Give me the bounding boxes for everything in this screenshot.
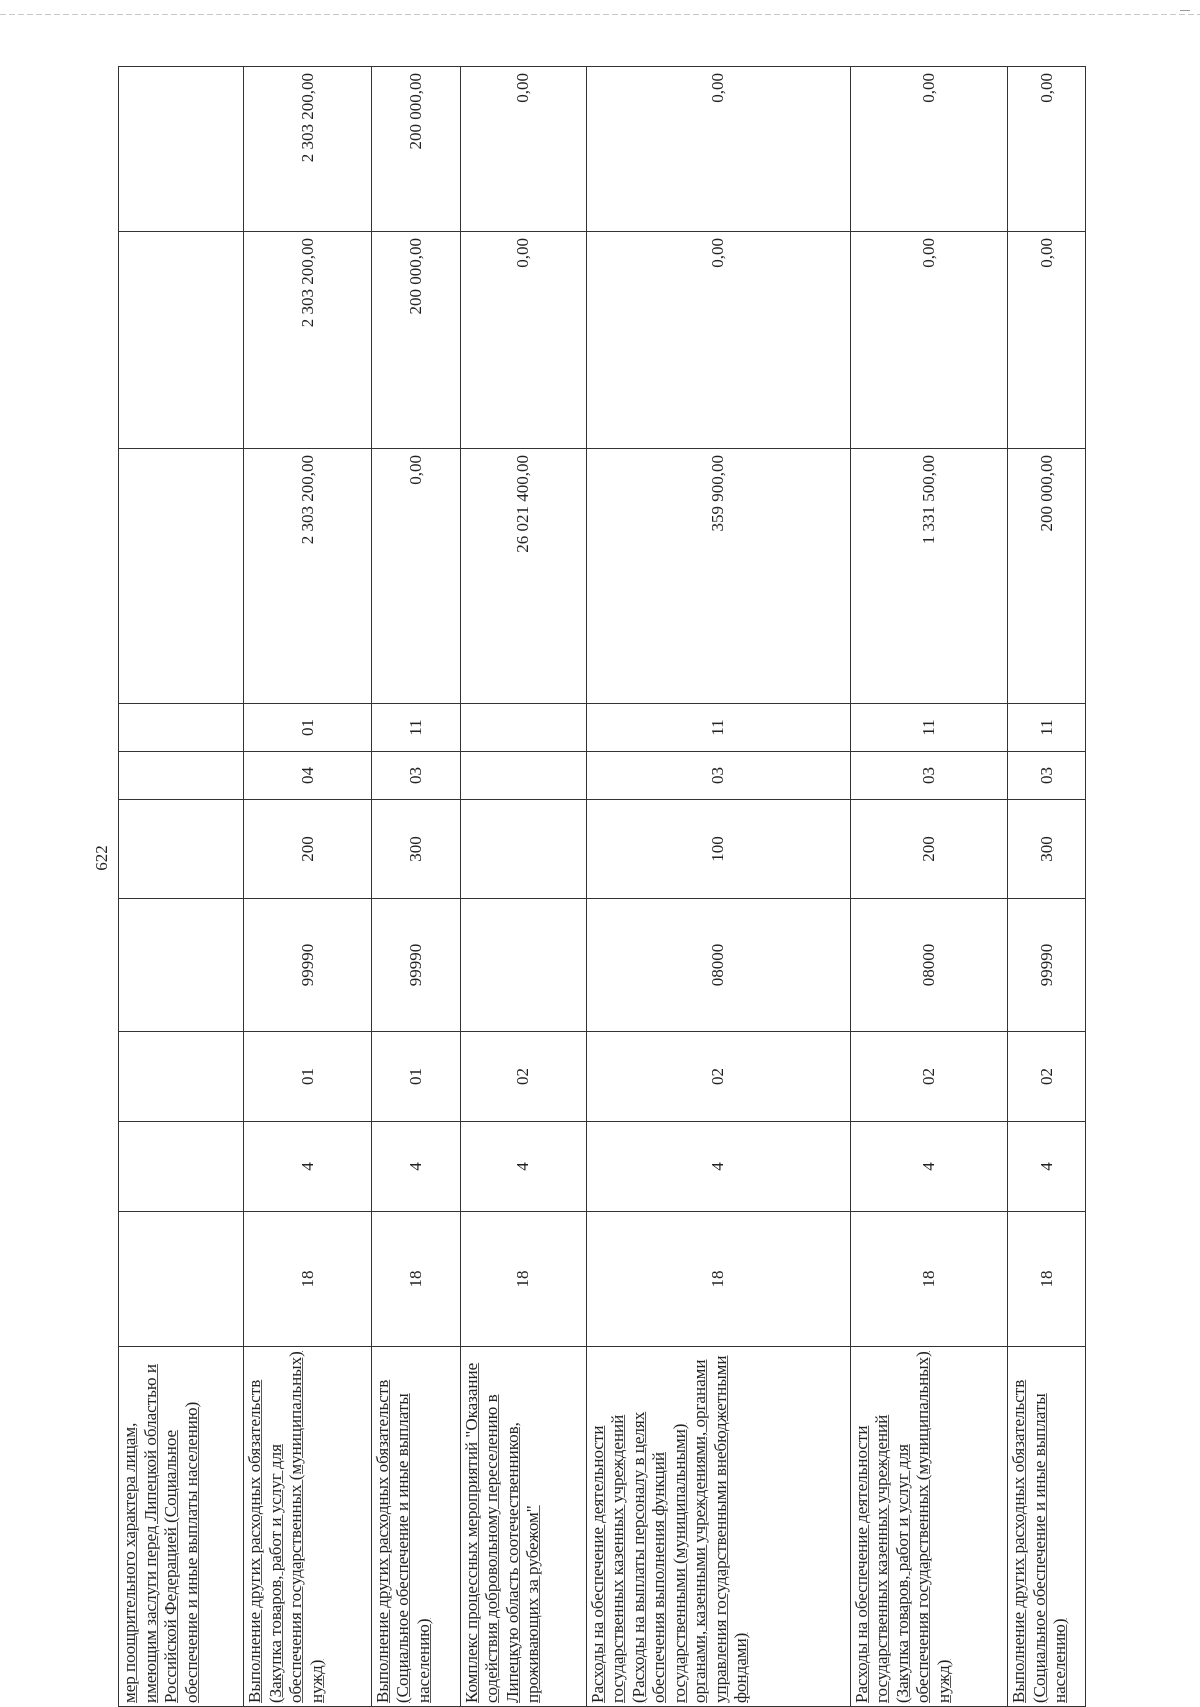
expense-type-cell: 100: [586, 800, 850, 899]
subsection-cell: [460, 704, 586, 752]
expense-type-cell: [460, 800, 586, 899]
amount-year3-cell: 0,00: [460, 67, 586, 232]
admin-code-cell: 18: [371, 1212, 460, 1347]
amount-year3-cell: 0,00: [586, 67, 850, 232]
subsection-cell: 01: [244, 704, 372, 752]
subprogram-code-cell: 01: [371, 1032, 460, 1122]
admin-code-cell: 18: [244, 1212, 372, 1347]
expense-type-cell: [119, 800, 244, 899]
admin-code-cell: 18: [1008, 1212, 1086, 1347]
amount-year3-cell: 0,00: [1008, 67, 1086, 232]
amount-year2-cell: 2 303 200,00: [244, 232, 372, 449]
section-cell: 03: [371, 752, 460, 800]
section-cell: 03: [850, 752, 1007, 800]
direction-code-cell: [460, 899, 586, 1032]
expense-type-cell: 200: [850, 800, 1007, 899]
table-body: [119, 67, 1086, 1707]
admin-code-cell: [119, 1212, 244, 1347]
scan-corner-mark: [1180, 10, 1190, 17]
table-row: [119, 67, 244, 1707]
amount-year1-cell: 1 331 500,00: [850, 449, 1007, 704]
subprogram-code-cell: 02: [1008, 1032, 1086, 1122]
amount-year3-cell: 0,00: [850, 67, 1007, 232]
amount-year2-cell: 0,00: [850, 232, 1007, 449]
row-description: Расходы на обеспечение деятельности государственных казенных учреждений (Закупка товаров, работ и услуг для обеспечения государственных (муниципальных) нужд): [850, 1347, 1007, 1707]
amount-year2-cell: 0,00: [460, 232, 586, 449]
program-code-cell: 4: [460, 1122, 586, 1212]
direction-code-cell: 99990: [1008, 899, 1086, 1032]
table-row: [1008, 67, 1086, 1707]
subprogram-code-cell: 01: [244, 1032, 372, 1122]
section-cell: 03: [1008, 752, 1086, 800]
row-description: Выполнение других расходных обязательств (Социальное обеспечение и иные выплаты населению): [371, 1347, 460, 1707]
section-cell: 03: [586, 752, 850, 800]
amount-year2-cell: 0,00: [1008, 232, 1086, 449]
subsection-cell: [119, 704, 244, 752]
section-cell: [460, 752, 586, 800]
table-row: [850, 67, 1007, 1707]
row-description: Выполнение других расходных обязательств (Социальное обеспечение и иные выплаты населению): [1008, 1347, 1086, 1707]
subsection-cell: 11: [586, 704, 850, 752]
page-number: 622: [92, 845, 111, 871]
table-row: [244, 67, 372, 1707]
direction-code-cell: 08000: [586, 899, 850, 1032]
subprogram-code-cell: 02: [850, 1032, 1007, 1122]
amount-year1-cell: 359 900,00: [586, 449, 850, 704]
expense-type-cell: 200: [244, 800, 372, 899]
program-code-cell: 4: [244, 1122, 372, 1212]
subprogram-code-cell: 02: [460, 1032, 586, 1122]
direction-code-cell: 99990: [244, 899, 372, 1032]
budget-table-rotated: [118, 67, 1086, 1707]
admin-code-cell: 18: [586, 1212, 850, 1347]
budget-table: [118, 66, 1086, 1707]
amount-year2-cell: [119, 232, 244, 449]
subprogram-code-cell: [119, 1032, 244, 1122]
direction-code-cell: 99990: [371, 899, 460, 1032]
table-row: [371, 67, 460, 1707]
direction-code-cell: [119, 899, 244, 1032]
expense-type-cell: 300: [1008, 800, 1086, 899]
program-code-cell: [119, 1122, 244, 1212]
row-description: Комплекс процессных мероприятий "Оказание содействия добровольному переселению в Липецкую область соотечественников, проживающих за рубежом": [460, 1347, 586, 1707]
amount-year1-cell: 26 021 400,00: [460, 449, 586, 704]
section-cell: 04: [244, 752, 372, 800]
row-description: Выполнение других расходных обязательств (Закупка товаров, работ и услуг для обеспечения государственных (муниципальных) нужд): [244, 1347, 372, 1707]
section-cell: [119, 752, 244, 800]
program-code-cell: 4: [586, 1122, 850, 1212]
subsection-cell: 11: [1008, 704, 1086, 752]
subsection-cell: 11: [371, 704, 460, 752]
amount-year1-cell: 0,00: [371, 449, 460, 704]
amount-year1-cell: 2 303 200,00: [244, 449, 372, 704]
scan-edge-line: [0, 14, 1200, 15]
program-code-cell: 4: [850, 1122, 1007, 1212]
table-row: [586, 67, 850, 1707]
direction-code-cell: 08000: [850, 899, 1007, 1032]
admin-code-cell: 18: [850, 1212, 1007, 1347]
row-description: Расходы на обеспечение деятельности государственных казенных учреждений (Расходы на выплаты персоналу в целях обеспечения выполнения функций государственными (муниципальными) органами, казенными учреждениями, органами управления государственными внебюджетными фондами): [586, 1347, 850, 1707]
amount-year1-cell: [119, 449, 244, 704]
amount-year3-cell: 200 000,00: [371, 67, 460, 232]
subsection-cell: 11: [850, 704, 1007, 752]
program-code-cell: 4: [1008, 1122, 1086, 1212]
expense-type-cell: 300: [371, 800, 460, 899]
amount-year2-cell: 0,00: [586, 232, 850, 449]
amount-year2-cell: 200 000,00: [371, 232, 460, 449]
amount-year3-cell: [119, 67, 244, 232]
table-row: [460, 67, 586, 1707]
row-description: мер поощрительного характера лицам, имеющим заслуги перед Липецкой областью и Российской Федерацией (Социальное обеспечение и иные выплаты населению): [119, 1347, 244, 1707]
amount-year3-cell: 2 303 200,00: [244, 67, 372, 232]
program-code-cell: 4: [371, 1122, 460, 1212]
admin-code-cell: 18: [460, 1212, 586, 1347]
amount-year1-cell: 200 000,00: [1008, 449, 1086, 704]
subprogram-code-cell: 02: [586, 1032, 850, 1122]
